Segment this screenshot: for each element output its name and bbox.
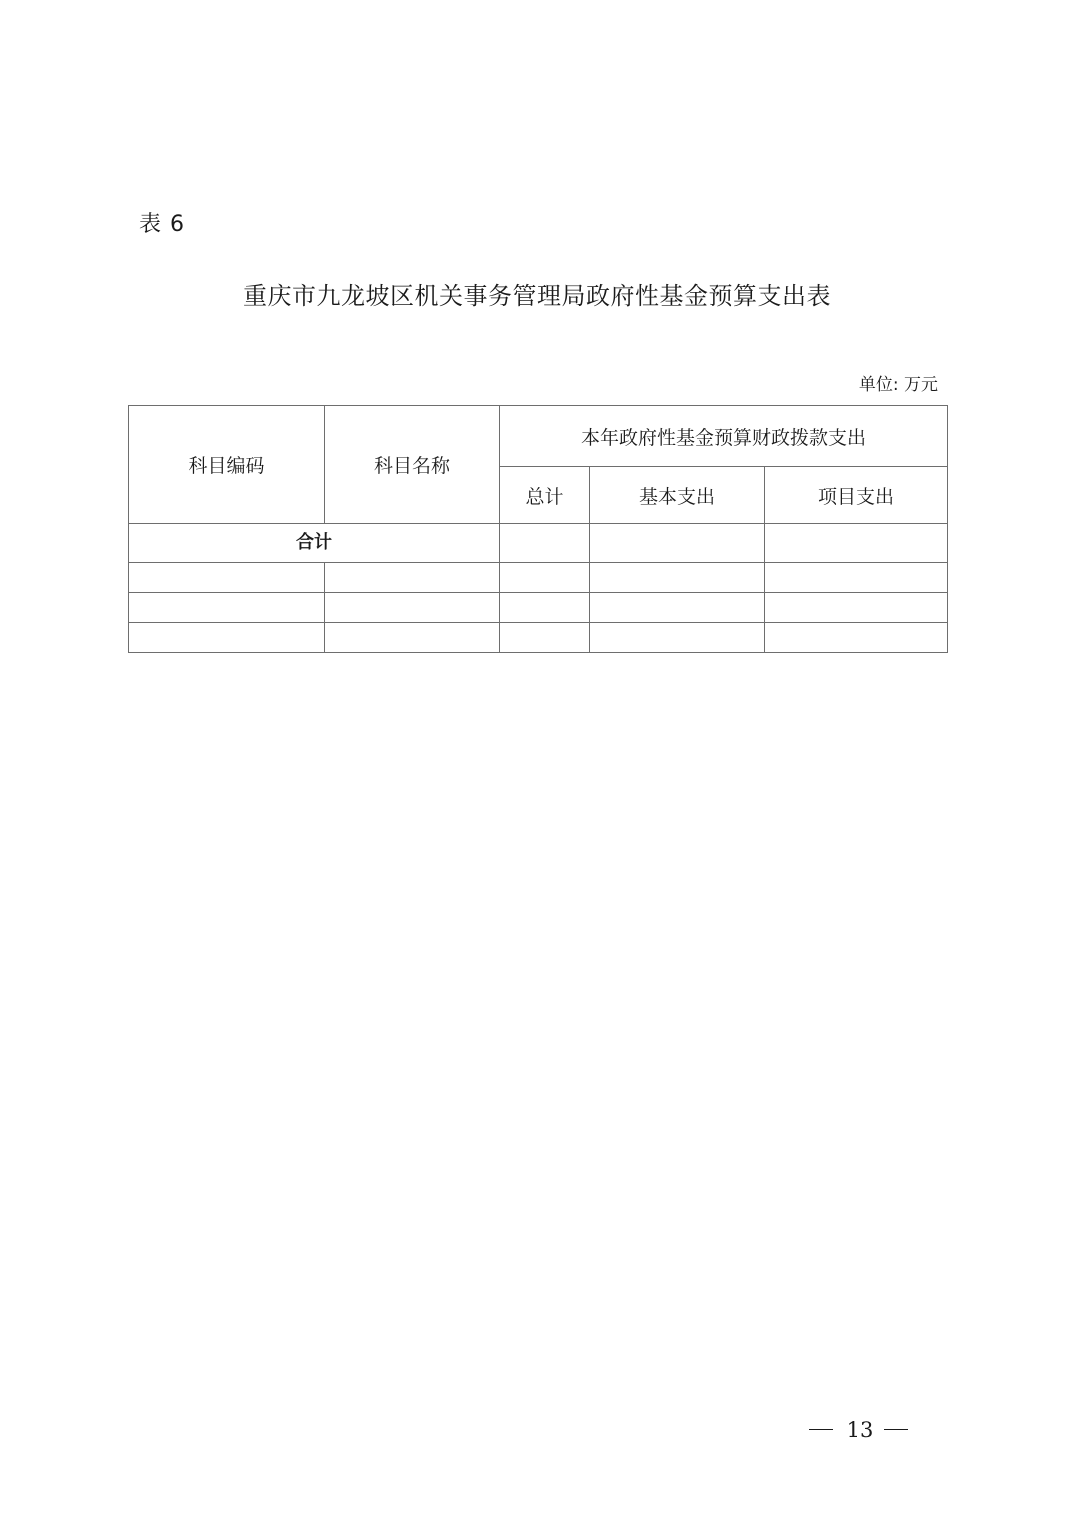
budget-table <box>128 405 948 653</box>
row-total-cell <box>500 563 590 593</box>
unit-label: 单位: 万元 <box>858 375 938 395</box>
dash-left-divider <box>809 1429 833 1430</box>
header-expenditure-group: 本年政府性基金预算财政拨款支出 <box>500 406 948 467</box>
header-subject-code: 科目编码 <box>129 406 325 524</box>
total-label-cell <box>129 524 500 563</box>
header-subject-name: 科目名称 <box>325 406 500 524</box>
table-row <box>129 623 948 653</box>
header-basic-expenditure: 基本支出 <box>590 467 765 524</box>
total-cell-project <box>765 524 948 563</box>
row-basic-cell <box>590 593 765 623</box>
row-name-cell <box>325 623 500 653</box>
dash-right-divider <box>884 1429 908 1430</box>
header-total: 总计 <box>500 467 590 524</box>
row-project-cell <box>765 593 948 623</box>
row-project-cell <box>765 623 948 653</box>
row-code-cell <box>129 593 325 623</box>
total-label: 合计 <box>296 532 332 553</box>
table-row <box>129 563 948 593</box>
row-name-cell <box>325 563 500 593</box>
header-project-expenditure: 项目支出 <box>765 467 948 524</box>
table-row <box>129 593 948 623</box>
header-row-1 <box>129 406 948 467</box>
row-basic-cell <box>590 623 765 653</box>
row-project-cell <box>765 563 948 593</box>
row-basic-cell <box>590 563 765 593</box>
row-total-cell <box>500 593 590 623</box>
table-label: 表 6 <box>139 212 185 237</box>
row-code-cell <box>129 623 325 653</box>
total-cell-total <box>500 524 590 563</box>
row-code-cell <box>129 563 325 593</box>
document-title: 重庆市九龙坡区机关事务管理局政府性基金预算支出表 <box>243 282 831 310</box>
row-total-cell <box>500 623 590 653</box>
total-cell-basic <box>590 524 765 563</box>
row-name-cell <box>325 593 500 623</box>
page-number: 13 <box>846 1418 874 1442</box>
total-row <box>129 524 948 563</box>
